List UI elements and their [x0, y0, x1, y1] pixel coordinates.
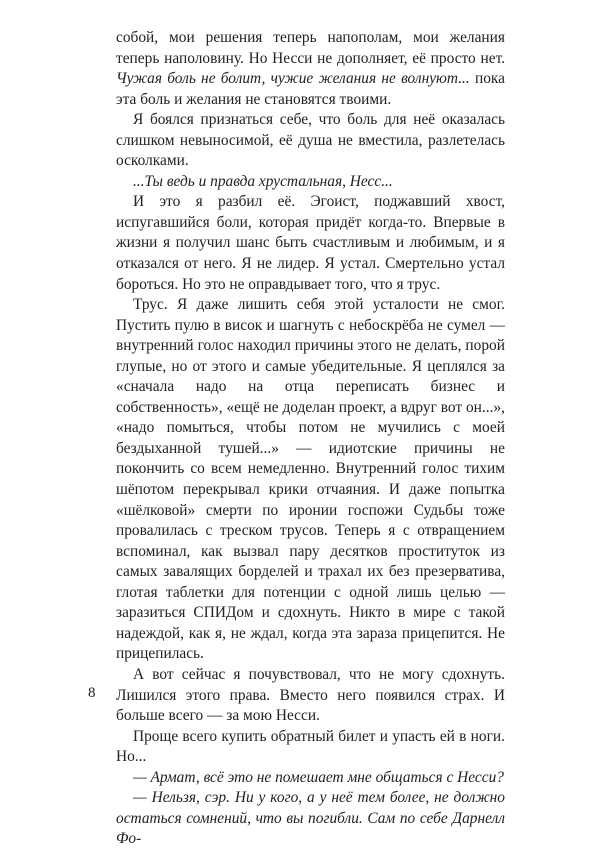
paragraph — [116, 768, 505, 789]
paragraph — [116, 192, 505, 295]
body-text: собой, мои решения теперь напополам, мои желания теперь наполовину. Но Несси не дополняет, её просто нет. — [116, 29, 505, 67]
body-text: пока эта боль и желания не становятся твоими. — [116, 70, 505, 108]
paragraph — [116, 28, 505, 110]
body-text: Я боялся признаться себе, что боль для неё оказалась слишком невыносимой, её душа не вместила, разлетелась осколками. — [116, 111, 505, 170]
text-column — [116, 28, 505, 850]
italic-text: Чужая боль не болит, чужие желания не волнуют... — [116, 70, 470, 88]
paragraph — [116, 295, 505, 665]
paragraph — [116, 172, 505, 193]
italic-text: ...Ты ведь и правда хрустальная, Несс... — [133, 172, 393, 190]
body-text: Трус. Я даже лишить себя этой усталости не смог. Пустить пулю в висок и шагнуть с небоскрёба не сумел — внутренний голос находил причины этого не делать, порой глупые, но от этого и самые убедительные. Я цеплялся за «сначала надо на отца переписать бизнес и собственность», «ещё не доделан проект, а вдруг вот он...», «надо помыться, чтобы потом не мучились с моей бездыханной тушей...» — идиотские причины не покончить со всем немедленно. Внутренний голос тихим шёпотом перекрывал крики отчаяния. И даже попытка «шёлковой» смерти по иронии госпожи Судьбы тоже провалилась с треском трусов. Теперь я с отвращением вспоминал, как вызвал пару десятков проституток из самых завалящих борделей и трахал их без презерватива, глотая таблетки для потенции с одной лишь целью — заразиться СПИДом и сдохнуть. Никто в мире с такой надеждой, как я, не ждал, когда эта зараза прицепится. Не прицепилась. — [116, 296, 505, 663]
body-text: Проще всего купить обратный билет и упасть ей в ноги. Но... — [116, 727, 505, 766]
paragraph — [116, 665, 505, 727]
body-text: И это я разбил её. Эгоист, поджавший хвост, испугавшийся боли, которая придёт когда-то. Впервые в жизни я получил шанс быть счастливым и любимым, и я отказался от него. Я не лидер. Я устал. Смертельно устал бороться. Но это не оправдывает того, что я трус. — [116, 193, 505, 293]
body-text: А вот сейчас я почувствовал, что не могу сдохнуть. Лишился этого права. Вместо него появился страх. И больше всего — за мою Несси. — [116, 665, 505, 725]
page-number: 8 — [88, 685, 96, 701]
paragraph — [116, 110, 505, 172]
italic-text: — Нельзя, сэр. Ни у кого, а у неё тем более, не должно остаться сомнений, что вы погибли. Сам по себе Дарнелл Фо- — [116, 789, 505, 848]
paragraph — [116, 788, 505, 850]
italic-text: — Армат, всё это не помешает мне общаться с Несси? — [133, 768, 504, 786]
paragraph — [116, 727, 505, 768]
